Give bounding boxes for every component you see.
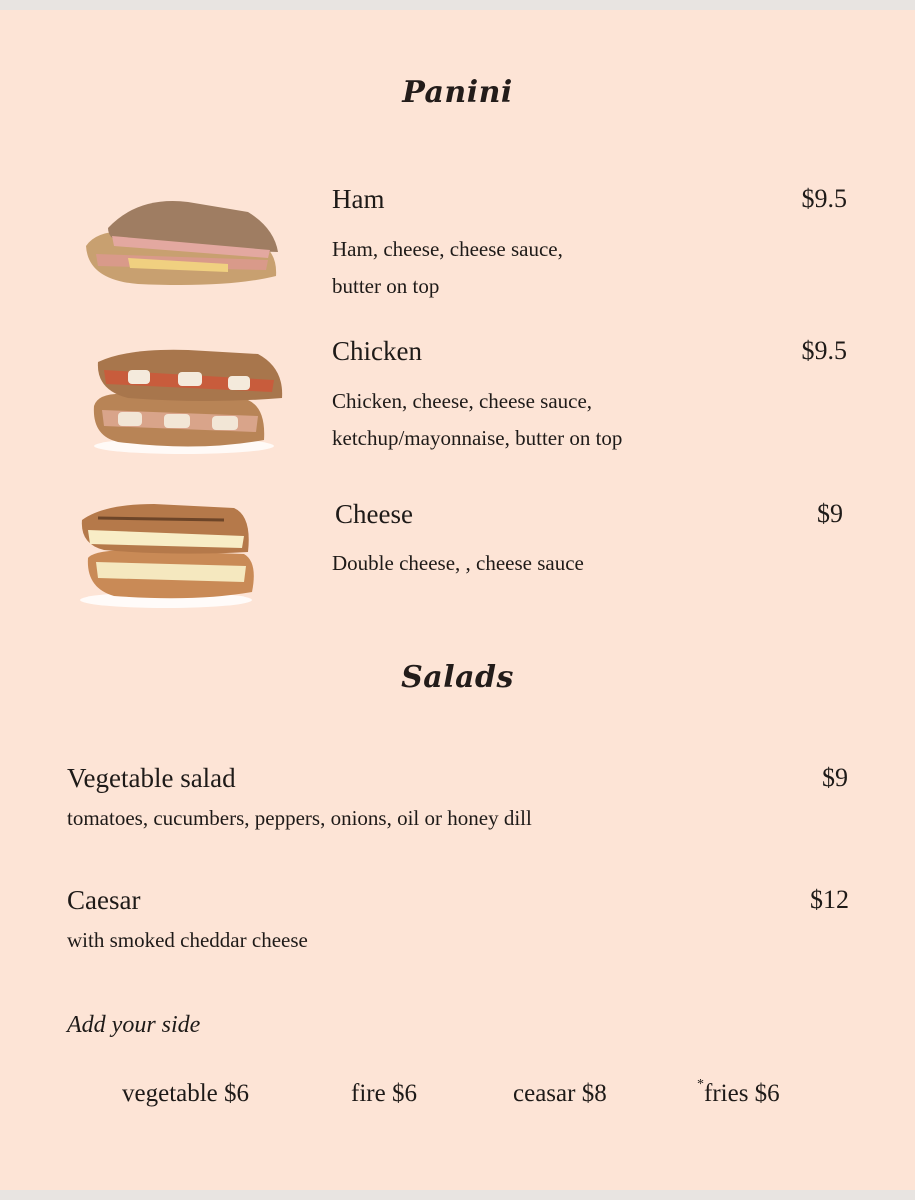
ham-description	[332, 231, 563, 305]
chicken-description	[332, 383, 622, 457]
cheese-price: $9	[817, 499, 843, 528]
vegetable-salad-price: $9	[822, 763, 848, 792]
caesar-name: Caesar	[67, 885, 141, 915]
caesar-price: $12	[810, 885, 849, 914]
side-option-fire	[351, 1080, 417, 1108]
side-option-ceasar	[513, 1080, 607, 1108]
vegetable-salad-description: tomatoes, cucumbers, peppers, onions, oil or honey dill	[67, 806, 532, 830]
ham-name: Ham	[332, 184, 385, 214]
vegetable-salad-name: Vegetable salad	[67, 763, 236, 793]
ham-desc-line: butter on top	[332, 274, 440, 298]
side-option-text: fire $6	[351, 1080, 417, 1107]
side-option-text: ceasar $8	[513, 1080, 607, 1107]
chicken-name: Chicken	[332, 336, 422, 366]
ham-panini-photo	[78, 188, 284, 292]
asterisk-mark: *	[697, 1076, 704, 1092]
panini-section-title: Panini	[402, 75, 513, 110]
cheese-desc-line: Double cheese, , cheese sauce	[332, 551, 584, 575]
ham-desc-line: Ham, cheese, cheese sauce,	[332, 237, 563, 261]
chicken-desc-line: Chicken, cheese, cheese sauce,	[332, 389, 593, 413]
side-option-text: fries $6	[704, 1080, 780, 1107]
chicken-desc-line: ketchup/mayonnaise, butter on top	[332, 426, 623, 450]
side-option-vegetable	[122, 1080, 249, 1108]
cheese-panini-photo	[74, 496, 260, 610]
chicken-price: $9.5	[801, 336, 847, 365]
ham-price: $9.5	[801, 184, 847, 213]
chicken-panini-photo	[88, 344, 288, 456]
add-side-label: Add your side	[67, 1012, 201, 1038]
side-option-fries	[697, 1076, 780, 1108]
cheese-name: Cheese	[335, 499, 413, 529]
caesar-description: with smoked cheddar cheese	[67, 928, 308, 952]
cheese-description	[332, 545, 584, 582]
salads-section-title: Salads	[401, 660, 514, 695]
menu-page	[0, 10, 915, 1190]
side-option-text: vegetable $6	[122, 1080, 250, 1107]
